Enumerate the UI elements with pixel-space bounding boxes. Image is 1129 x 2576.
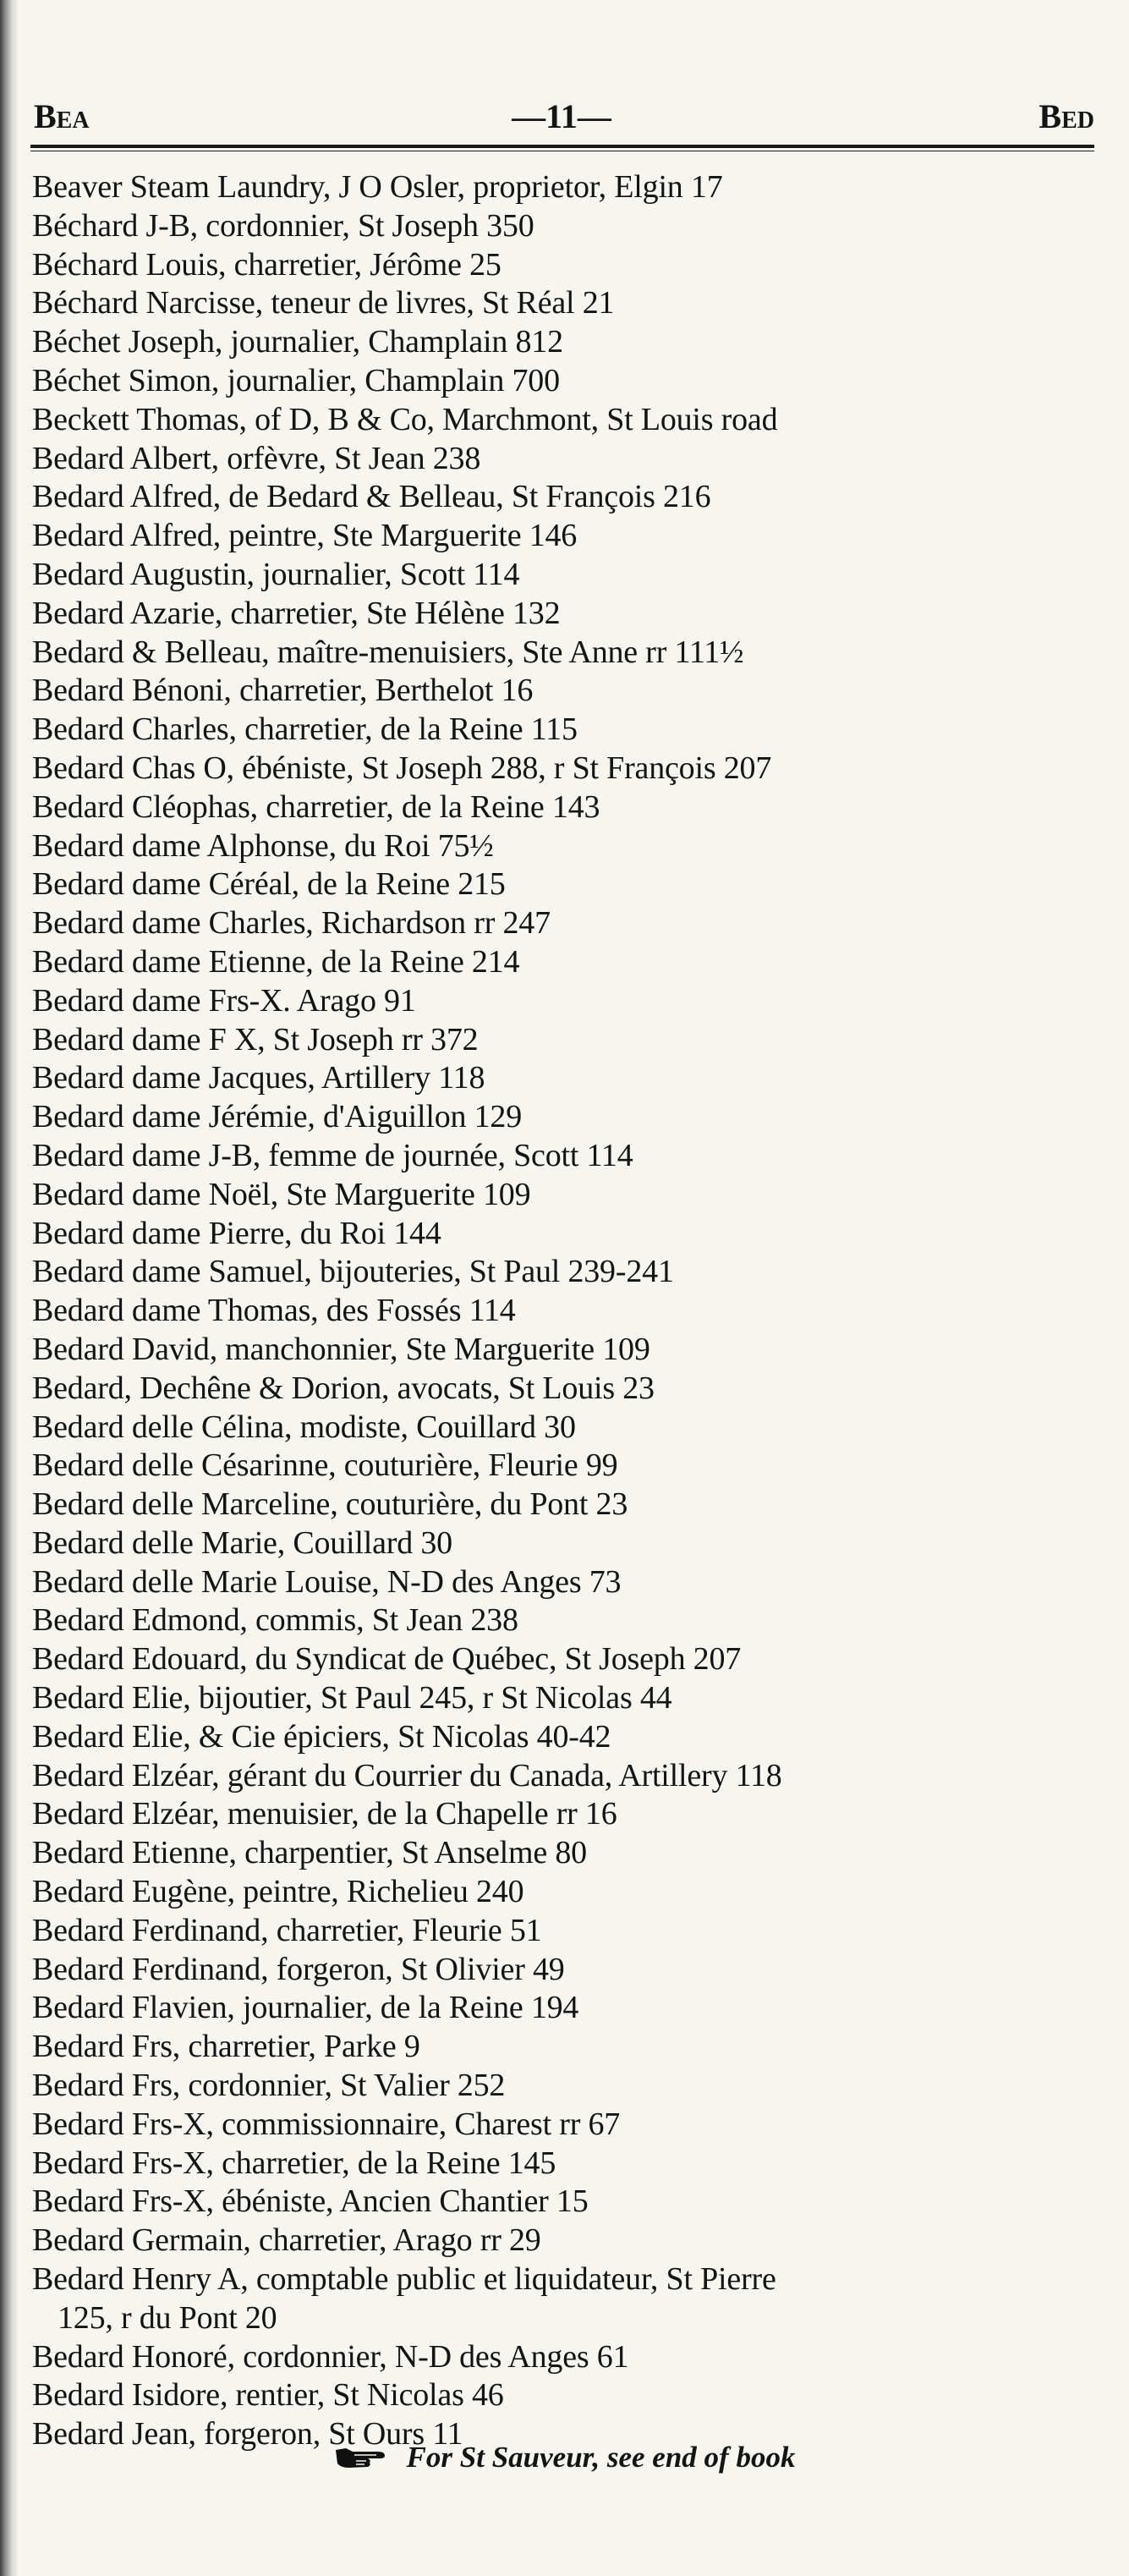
list-item: Bedard Augustin, journalier, Scott 114	[32, 556, 520, 592]
list-item: Bedard Edmond, commis, St Jean 238	[32, 1602, 518, 1639]
list-item: Bedard delle Marie, Couillard 30	[32, 1524, 452, 1561]
running-head-left: Bea	[34, 97, 90, 135]
list-item: Bedard Elie, & Cie épiciers, St Nicolas 40-42	[32, 1718, 611, 1755]
list-item: Bedard dame J-B, femme de journée, Scott 114	[32, 1137, 633, 1173]
list-item: Bedard Albert, orfèvre, St Jean 238	[32, 440, 481, 476]
list-item: Béchard Narcisse, teneur de livres, St Réal 21	[32, 285, 615, 321]
list-item: Bedard delle Marie Louise, N-D des Anges 73	[32, 1563, 622, 1600]
list-item: Bedard dame Charles, Richardson rr 247	[32, 905, 551, 942]
list-item-continuation: 125, r du Pont 20	[58, 2299, 277, 2336]
running-head	[25, 91, 1098, 144]
list-item: Bedard delle Célina, modiste, Couillard 30	[32, 1409, 576, 1445]
list-item: Bedard Frs, cordonnier, St Valier 252	[32, 2068, 506, 2104]
list-item: Bedard Etienne, charpentier, St Anselme 80	[32, 1835, 587, 1871]
list-item: Bedard dame Noël, Ste Marguerite 109	[32, 1176, 531, 1212]
list-item: Bedard Chas O, ébéniste, St Joseph 288, r St François 207	[32, 750, 772, 786]
list-item: Bedard Frs-X, ébéniste, Ancien Chantier 15	[32, 2183, 589, 2220]
list-item: Bedard dame Jacques, Artillery 118	[32, 1060, 485, 1096]
header-rule	[30, 145, 1094, 151]
list-item: Bedard Honoré, cordonnier, N-D des Anges 61	[32, 2338, 629, 2375]
list-item: Béchet Simon, journalier, Champlain 700	[32, 362, 560, 398]
list-item: Bedard Isidore, rentier, St Nicolas 46	[32, 2377, 504, 2414]
list-item: Bedard Alfred, peintre, Ste Marguerite 146	[32, 518, 578, 554]
list-item: Béchard Louis, charretier, Jérôme 25	[32, 246, 501, 283]
list-item: Bedard delle Marceline, couturière, du Pont 23	[32, 1486, 628, 1523]
list-item: Bedard dame Céréal, de la Reine 215	[32, 866, 506, 903]
list-item: Bedard dame Samuel, bijouteries, St Paul 239-241	[32, 1254, 674, 1290]
list-item: Bedard Cléophas, charretier, de la Reine 143	[32, 788, 600, 825]
list-item: Bedard Edouard, du Syndicat de Québec, St Joseph 207	[32, 1641, 742, 1678]
list-item: Bedard dame Jérémie, d'Aiguillon 129	[32, 1099, 522, 1135]
list-item: Bedard Frs, charretier, Parke 9	[32, 2029, 420, 2065]
list-item: Bedard dame Thomas, des Fossés 114	[32, 1293, 516, 1329]
list-item: Bedard Charles, charretier, de la Reine 115	[32, 711, 578, 748]
list-item: Bedard & Belleau, maître-menuisiers, Ste Anne rr 111½	[32, 634, 744, 670]
list-item: Bedard Elie, bijoutier, St Paul 245, r St Nicolas 44	[32, 1680, 672, 1716]
list-item: Bedard Frs-X, charretier, de la Reine 145	[32, 2145, 556, 2181]
list-item: Bedard delle Césarinne, couturière, Fleurie 99	[32, 1447, 618, 1484]
list-item: Bedard Jean, forgeron, St Ours 11	[32, 2416, 463, 2452]
list-item: Béchet Joseph, journalier, Champlain 812	[32, 324, 563, 360]
page-number: —11—	[512, 97, 611, 135]
list-item: Bedard Alfred, de Bedard & Belleau, St François 216	[32, 479, 711, 515]
list-item: Bedard Flavien, journalier, de la Reine 194	[32, 1990, 579, 2026]
directory-entries	[32, 168, 1099, 2454]
list-item: Bedard Ferdinand, forgeron, St Olivier 49	[32, 1951, 565, 1987]
list-item: Bedard dame Etienne, de la Reine 214	[32, 943, 520, 980]
list-item: Bedard Henry A, comptable public et liquidateur, St Pierre	[32, 2261, 776, 2298]
list-item: Bedard dame Alphonse, du Roi 75½	[32, 827, 494, 864]
list-item: Bedard Elzéar, gérant du Courrier du Canada, Artillery 118	[32, 1757, 782, 1793]
list-item: Beaver Steam Laundry, J O Osler, proprietor, Elgin 17	[32, 169, 723, 205]
list-item: Bedard dame Pierre, du Roi 144	[32, 1215, 441, 1251]
list-item: Bedard Frs-X, commissionnaire, Charest rr 67	[32, 2106, 621, 2142]
list-item: Bedard David, manchonnier, Ste Marguerite 109	[32, 1331, 650, 1367]
running-head-right: Bed	[1039, 97, 1094, 135]
list-item: Bedard dame Frs-X. Arago 91	[32, 982, 416, 1019]
list-item: Béchard J-B, cordonnier, St Joseph 350	[32, 207, 534, 244]
pointing-hand-icon	[334, 2445, 388, 2470]
footer-text: For St Sauveur, see end of book	[406, 2441, 796, 2474]
list-item: Bedard Elzéar, menuisier, de la Chapelle rr 16	[32, 1796, 617, 1832]
list-item: Bedard Azarie, charretier, Ste Hélène 132	[32, 595, 561, 631]
footer-note	[0, 2436, 1129, 2479]
page-edge-shadow	[0, 0, 19, 2576]
list-item: Bedard dame F X, St Joseph rr 372	[32, 1021, 479, 1057]
list-item: Bedard, Dechêne & Dorion, avocats, St Louis 23	[32, 1370, 655, 1406]
list-item: Bedard Eugène, peintre, Richelieu 240	[32, 1874, 524, 1910]
list-item: Bedard Ferdinand, charretier, Fleurie 51	[32, 1912, 542, 1948]
list-item: Bedard Bénoni, charretier, Berthelot 16	[32, 673, 534, 709]
list-item: Beckett Thomas, of D, B & Co, Marchmont, St Louis road	[32, 401, 778, 437]
list-item: Bedard Germain, charretier, Arago rr 29	[32, 2222, 541, 2259]
